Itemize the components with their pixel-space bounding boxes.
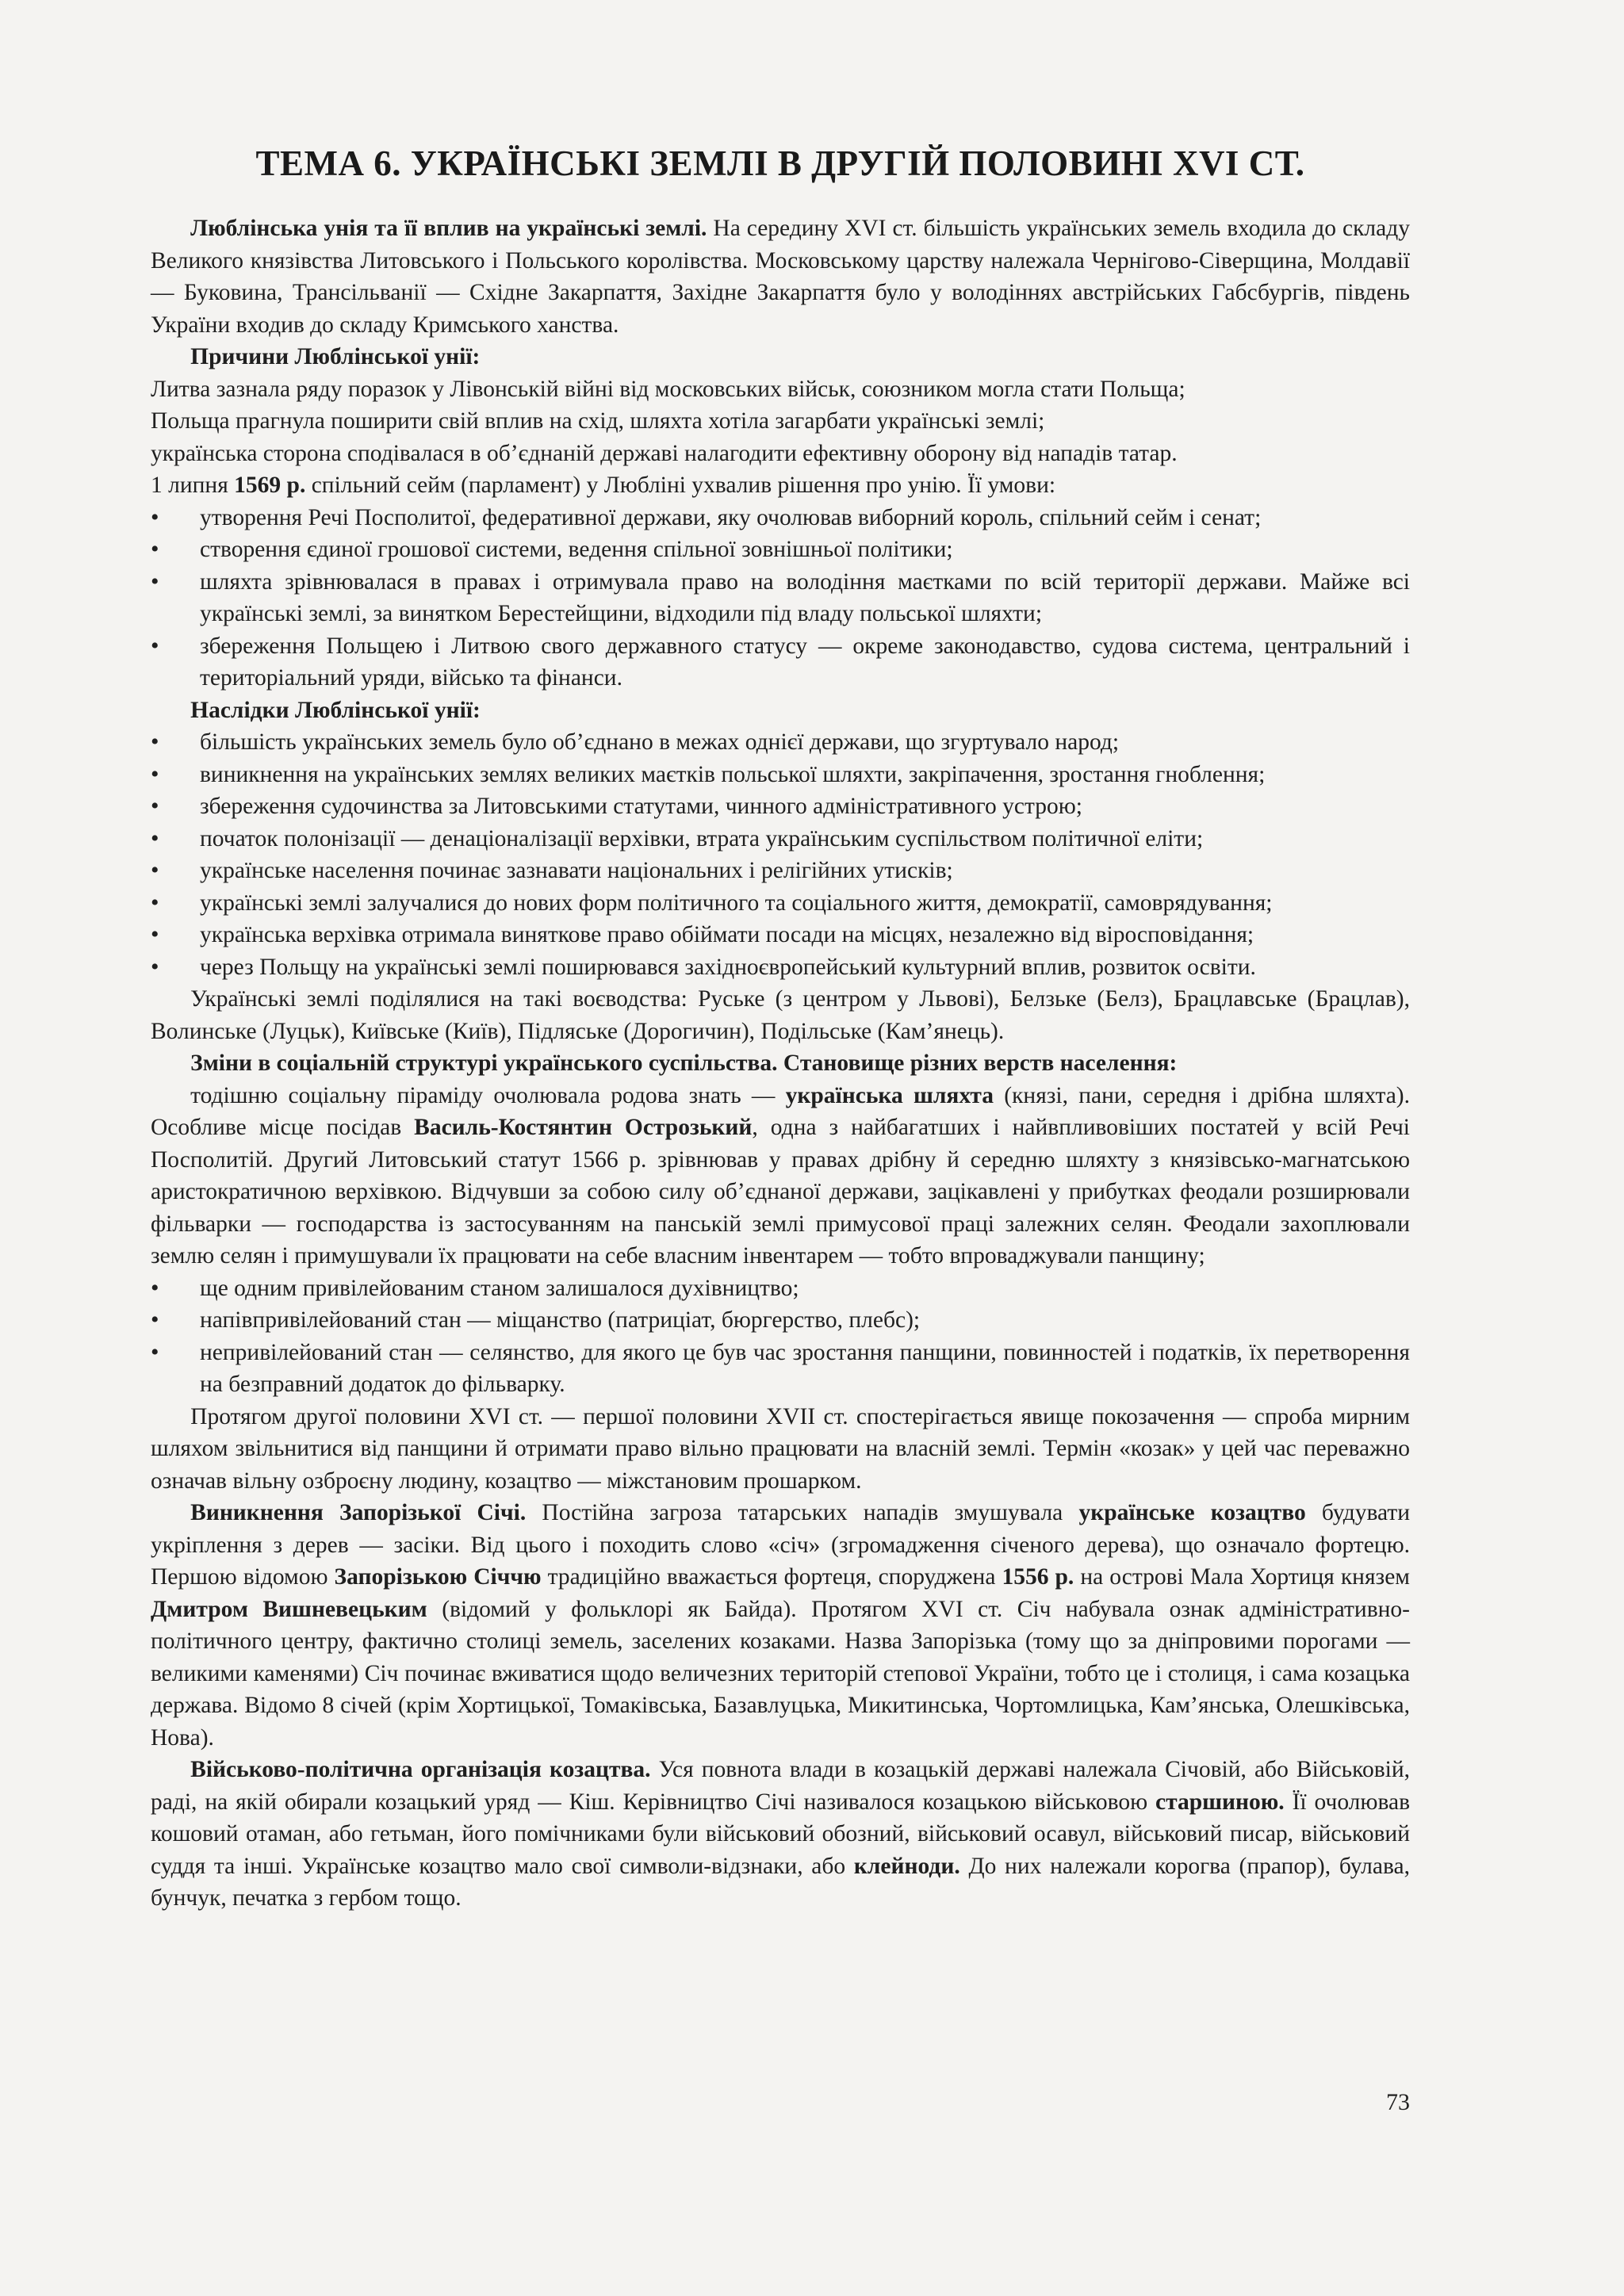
military-paragraph: Військово-політична організація козацтва. Уся повнота влади в козацькій державі належала Січовій, або Військовій, раді, на якій обирали козацький уряд — Кіш. Керівництво Січі називалося козацькою військовою старшиною. Її очолював кошовий отаман, або гетьман, його помічниками були військовий обозний, військовий осавул, військовий писар, військовий суддя та інші. Українське козацтво мало свої символи-відзнаки, або клейноди. До них належали корогва (прапор), булава, бунчук, печатка з гербом тощо. xyxy=(151,1757,1411,1911)
list-item: • шляхта зрівнювалася в правах і отримувала право на володіння маєтками по всій території держави. Майже всі українські землі, за винятком Берестейщини, відходили під владу польської шляхти; xyxy=(151,566,1410,630)
section-heading-lublin: Люблінська унія та її вплив на українські землі. xyxy=(190,216,707,241)
page-title: ТЕМА 6. УКРАЇНСЬКІ ЗЕМЛІ В ДРУГІЙ ПОЛОВИНІ XVI СТ. xyxy=(255,144,1305,183)
list-item: • виникнення на українських землях великих маєтків польської шляхти, закріпачення, зростання гноблення; xyxy=(151,759,1410,791)
list-item: • ще одним привілейованим станом залишалося духівництво; xyxy=(151,1272,1410,1305)
union-date-line: 1 липня 1569 р. спільний сейм (парламент) у Любліні ухвалив рішення про унію. Її умови: xyxy=(151,473,1056,498)
list-item: • більшість українських земель було об’єднано в межах однієї держави, що згуртувало народ; xyxy=(151,726,1410,759)
list-item: • збереження судочинства за Литовськими статутами, чинного адміністративного устрою; xyxy=(151,790,1410,823)
list-item: • напівпривілейований стан — міщанство (патриціат, бюргерство, плебс); xyxy=(151,1304,1410,1337)
page-number: 73 xyxy=(1386,2089,1410,2115)
consequences-heading: Наслідки Люблінської унії: xyxy=(190,697,481,723)
list-item: • початок полонізації — денаціоналізації верхівки, втрата українським суспільством політичної еліти; xyxy=(151,823,1410,855)
cossackization-paragraph: Протягом другої половини XVI ст. — першої половини XVII ст. спостерігається явище покозачення — спроба мирним шляхом звільнитися від панщини й отримати право вільно працювати на власній землі. Термін «козак» у цей час переважно означав вільну озброєну людину, козацтво — міжстановим прошарком. xyxy=(151,1403,1410,1494)
social-heading: Зміни в соціальній структурі українського суспільства. Становище різних верств населення: xyxy=(190,1050,1178,1076)
lublin-union-paragraph: Люблінська унія та її вплив на українські землі. На середину XVI ст. більшість українських земель входила до складу Великого князівства Литовського і Польського королівства. Московському царству належала Чернігово-Сіверщина, Молдавії — Буковина, Трансільванії — Східне Закарпаття, Західне Закарпаття було у володіннях австрійських Габсбургів, південь України входив до складу Кримського ханства. xyxy=(151,216,1410,338)
estates-list xyxy=(151,1272,1410,1401)
list-item: • створення єдиної грошової системи, ведення спільної зовнішньої політики; xyxy=(151,534,1410,566)
list-item: • збереження Польщею і Литвою свого державного статусу — окреме законодавство, судова система, центральний і територіальний уряди, військо та фінанси. xyxy=(151,630,1410,695)
list-item: • українські землі залучалися до нових форм політичного та соціального життя, демократії, самоврядування; xyxy=(151,887,1410,920)
union-conditions-list xyxy=(151,502,1410,695)
list-item: • утворення Речі Посполитої, федеративної держави, яку очолював виборний король, спільний сейм і сенат; xyxy=(151,502,1410,534)
consequences-list xyxy=(151,726,1410,983)
list-item: • українське населення починає зазнавати національних і релігійних утисків; xyxy=(151,855,1410,887)
section-heading-military: Військово-політична організація козацтва. xyxy=(190,1757,651,1782)
cause-line: Польща прагнула поширити свій вплив на схід, шляхта хотіла загарбати українські землі; xyxy=(151,408,1045,434)
social-paragraph: тодішню соціальну піраміду очолювала родова знать — українська шляхта (князі, пани, середня і дрібна шляхта). Особливе місце посідав Василь-Костянтин Острозький, одна з найбагатших і найвпливовіших постатей у всій Речі Посполитій. Другий Литовський статут 1566 р. зрівнював у правах дрібну й середню шляхту з князівсько-магнатською аристократичною верхівкою. Відчувши за собою силу об’єднаної держави, зацікавлені у прибутках феодали розширювали фільварки — господарства із застосуванням на панській землі примусової праці залежних селян. Феодали захоплювали землю селян і примушували їх працювати на себе власним інвентарем — тобто впроваджували панщину; xyxy=(151,1082,1411,1269)
list-item: • українська верхівка отримала виняткове право обіймати посади на місцях, незалежно від віросповідання; xyxy=(151,919,1410,951)
list-item: • через Польщу на українські землі поширювався західноєвропейський культурний вплив, розвиток освіти. xyxy=(151,951,1410,984)
causes-heading: Причини Люблінської унії: xyxy=(190,344,481,369)
list-item: • непривілейований стан — селянство, для якого це був час зростання панщини, повинностей і податків, їх перетворення на безправний додаток до фільварку. xyxy=(151,1337,1410,1401)
cause-line: Литва зазнала ряду поразок у Лівонській війні від московських військ, союзником могла стати Польща; xyxy=(151,376,1185,402)
section-heading-sich: Виникнення Запорізької Січі. xyxy=(190,1500,527,1525)
voivodeships-paragraph: Українські землі поділялися на такі воєводства: Руське (з центром у Львові), Белзьке (Белз), Брацлавське (Брацлав), Волинське (Луцьк), Київське (Київ), Підляське (Дорогичин), Подільське (Кам’янець). xyxy=(151,986,1410,1044)
sich-paragraph: Виникнення Запорізької Січі. Постійна загроза татарських нападів змушувала українське козацтво будувати укріплення з дерев — засіки. Від цього і походить слово «січ» (згромадження січеного дерева), що означало фортецю. Першою відомою Запорізькою Січчю традиційно вважається фортеця, споруджена 1556 р. на острові Мала Хортиця князем Дмитром Вишневецьким (відомий у фольклорі як Байда). Протягом XVI ст. Січ набувала ознак адміністративно-політичного центру, фактично столиці земель, заселених козаками. Назва Запорізька (тому що за дніпровими порогами — великими каменями) Січ починає вживатися щодо величезних територій степової України, тобто це і столиця, і сама козацька держава. Відомо 8 січей (крім Хортицької, Томаківська, Базавлуцька, Микитинська, Чортомлицька, Кам’янська, Олешківська, Нова). xyxy=(151,1500,1410,1751)
cause-line: українська сторона сподівалася в об’єднаній державі налагодити ефективну оборону від нападів татар. xyxy=(151,440,1178,466)
